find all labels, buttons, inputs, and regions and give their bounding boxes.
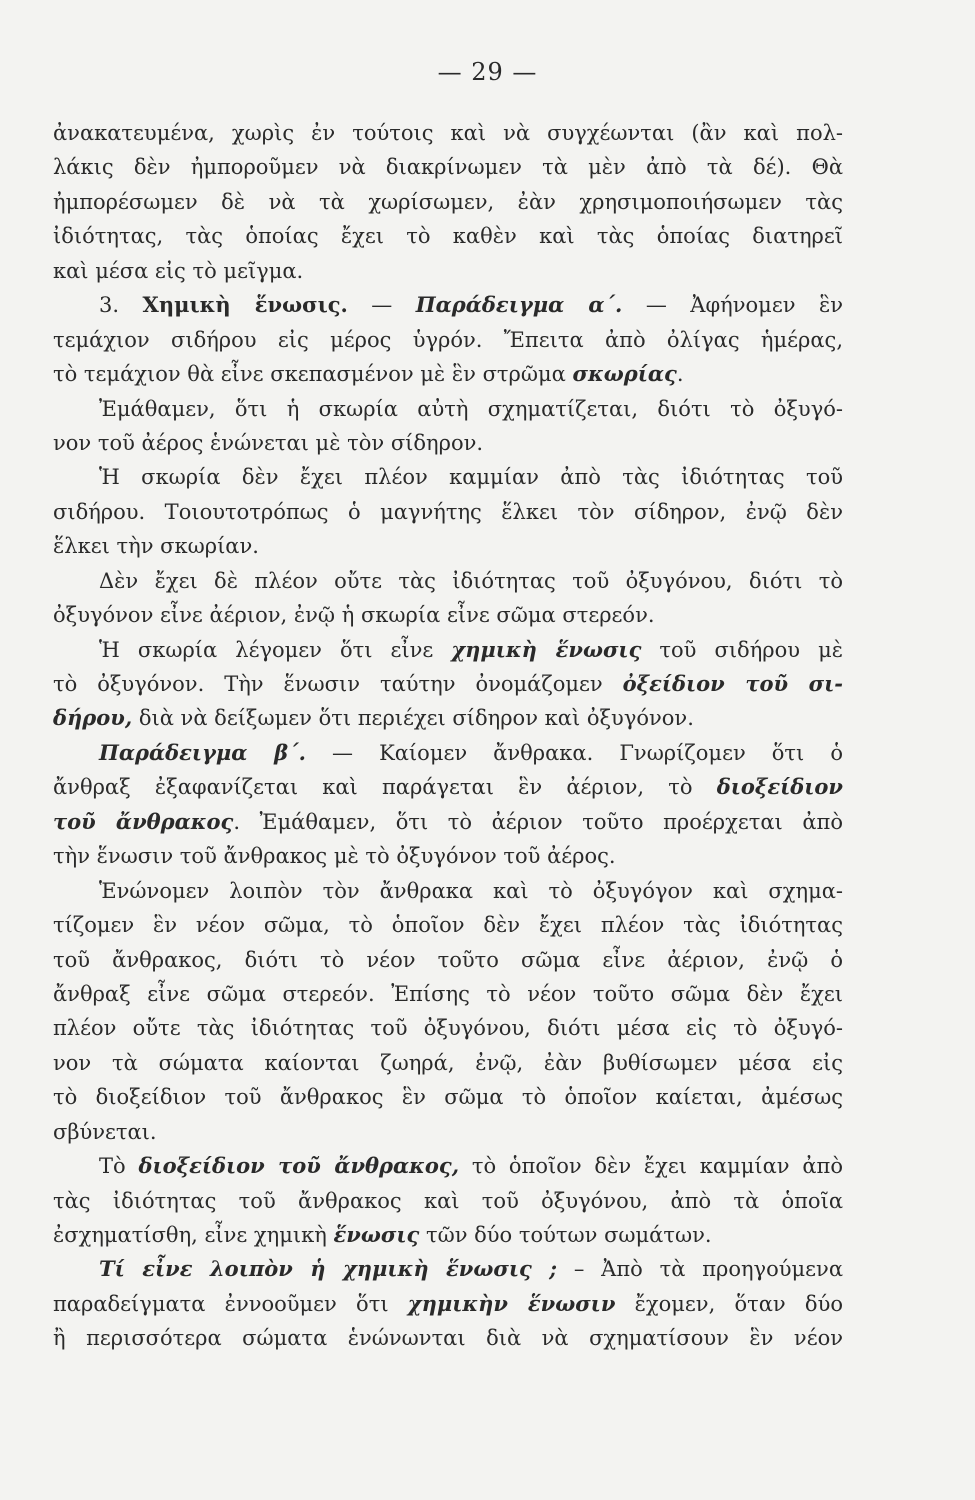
emphasis-text: Τί εἶνε λοιπὸν ἡ χημικὴ ἕνωσις ; [99, 1256, 558, 1282]
text-run: τοῦ σιδήρου μὲ [641, 637, 843, 662]
text-line [53, 1287, 843, 1321]
text-run: τὸ ὀξυγόνον. Τὴν ἕνωσιν ταύτην ὀνομάζομεν [53, 672, 623, 696]
text-line [53, 116, 843, 150]
text-line [53, 288, 843, 322]
text-line [53, 667, 843, 701]
text-run: νον τοῦ ἀέρος ἑνώνεται μὲ τὸν σίδηρον. [53, 430, 484, 455]
emphasis-text: Παράδειγμα α΄. [415, 292, 623, 318]
emphasis-text: διοξείδιον [716, 774, 843, 800]
text-run: Ἑνώνομεν λοιπὸν τὸν ἄνθρακα καὶ τὸ ὀξυγόγον καὶ σχημα- [99, 878, 843, 903]
emphasis-text: σκωρίας [572, 361, 677, 387]
text-run: τοῦ ἄνθρακος, διότι τὸ νέον τοῦτο σῶμα εἶνε ἀέριον, ἐνῷ ὁ [53, 947, 843, 972]
text-line [53, 1252, 843, 1286]
emphasis-text: ὀξείδιον τοῦ σι- [622, 671, 844, 696]
text-run: — [347, 293, 416, 318]
text-run: τεμάχιον σιδήρου εἰς μέρος ὑγρόν. Ἔπειτα ἀπὸ ὀλίγας ἡμέρας, [53, 327, 843, 352]
text-run: νον τὰ σώματα καίονται ζωηρά, ἐνῷ, ἐὰν βυθίσωμεν μέσα εἰς [53, 1050, 843, 1075]
text-run: Ἡ σκωρία λέγομεν ὅτι εἶνε [99, 637, 452, 662]
text-line [53, 529, 843, 563]
text-run: ἕλκει τὴν σκωρίαν. [53, 534, 259, 559]
text-run: — Καίομεν ἄνθρακα. Γνωρίζομεν ὅτι ὁ [305, 740, 843, 765]
text-run: ἄνθραξ εἶνε σῶμα στερεόν. Ἐπίσης τὸ νέον τοῦτο σῶμα δὲν ἔχει [53, 981, 843, 1006]
text-run: λάκις δὲν ἠμποροῦμεν νὰ διακρίνωμεν τὰ μὲν ἀπὸ τὰ δέ). Θὰ [53, 155, 843, 180]
text-line [53, 633, 843, 667]
text-run: τίζομεν ἓν νέον σῶμα, τὸ ὁποῖον δὲν ἔχει πλέον τὰς ἰδιότητας [53, 913, 843, 938]
text-line [53, 254, 843, 288]
text-line [53, 598, 843, 632]
text-line [53, 1080, 843, 1114]
text-run: τὴν ἕνωσιν τοῦ ἄνθρακος μὲ τὸ ὀξυγόνον τοῦ ἀέρος. [53, 844, 616, 869]
emphasis-text: χημικὴν ἕνωσιν [407, 1290, 616, 1316]
text-run: Ἐμάθαμεν, ὅτι ἡ σκωρία αὐτὴ σχηματίζεται, διότι τὸ ὀξυγό- [99, 396, 843, 421]
text-line [53, 1218, 843, 1252]
text-line [53, 770, 843, 804]
text-run: ἠμπορέσωμεν δὲ νὰ τὰ χωρίσωμεν, ἐὰν χρησιμοποιήσωμεν τὰς [53, 189, 843, 214]
text-line [53, 874, 843, 908]
text-line [53, 736, 843, 770]
text-line [53, 1115, 843, 1149]
text-line [53, 701, 843, 735]
text-run: ἢ περισσότερα σώματα ἑνώνωνται διὰ νὰ σχηματίσουν ἓν νέον [53, 1326, 843, 1351]
text-line [53, 943, 843, 977]
text-line [53, 1149, 843, 1183]
text-run: . [676, 362, 684, 387]
text-run: — Ἀφήνομεν ἓν [622, 293, 843, 318]
text-run: σιδήρου. Τοιουτοτρόπως ὁ μαγνήτης ἕλκει τὸν σίδηρον, ἐνῷ δὲν [53, 499, 843, 524]
page-number: — 29 — [437, 58, 538, 86]
text-run: Τὸ [99, 1154, 139, 1179]
text-run: ἄνθραξ ἐξαφανίζεται καὶ παράγεται ἓν ἀέριον, τὸ [53, 775, 717, 800]
text-line [53, 460, 843, 494]
text-run: τὸ τεμάχιον θὰ εἶνε σκεπασμένον μὲ ἓν στρῶμα [53, 362, 573, 387]
text-run: . Ἐμάθαμεν, ὅτι τὸ ἀέριον τοῦτο προέρχεται ἀπὸ [233, 809, 843, 834]
text-line [53, 1046, 843, 1080]
text-run: παραδείγματα ἐννοοῦμεν ὅτι [53, 1291, 408, 1316]
text-run: ἐσχηματίσθη, εἶνε χημικὴ [53, 1223, 334, 1247]
text-run: ἔχομεν, ὅταν δύο [615, 1291, 843, 1316]
text-line [53, 185, 843, 219]
text-run: Ἡ σκωρία δὲν ἔχει πλέον καμμίαν ἀπὸ τὰς ἰδιότητας τοῦ [99, 465, 843, 490]
text-line [53, 1011, 843, 1045]
emphasis-text: ἕνωσις [333, 1222, 420, 1247]
text-line [53, 357, 843, 391]
text-line [53, 977, 843, 1011]
text-run: τῶν δύο τούτων σωμάτων. [419, 1223, 712, 1247]
text-run: – Ἀπὸ τὰ προηγούμενα [557, 1257, 843, 1282]
emphasis-text: Παράδειγμα β΄. [99, 739, 306, 765]
text-line [53, 323, 843, 357]
text-line [53, 564, 843, 598]
body-text [53, 116, 843, 1356]
text-line [53, 805, 843, 839]
text-run: τὸ διοξείδιον τοῦ ἄνθρακος ἓν σῶμα τὸ ὁποῖον καίεται, ἀμέσως [53, 1085, 843, 1110]
text-line [53, 1184, 843, 1218]
emphasis-text: διοξείδιον τοῦ ἄνθρακος, [138, 1153, 460, 1179]
emphasis-text: τοῦ ἄνθρακος [53, 808, 234, 834]
emphasis-text: δήρου, [53, 705, 133, 731]
text-line [53, 392, 843, 426]
text-run: τὸ ὁποῖον δὲν ἔχει καμμίαν ἀπὸ [459, 1154, 843, 1179]
text-line [53, 426, 843, 460]
text-run: Δὲν ἔχει δὲ πλέον οὔτε τὰς ἰδιότητας τοῦ ὀξυγόνου, διότι τὸ [99, 568, 843, 593]
text-run: ἀνακατευμένα, χωρὶς ἐν τούτοις καὶ νὰ συγχέωνται (ἂν καὶ πολ- [53, 121, 843, 145]
text-line [53, 219, 843, 253]
text-run: πλέον οὔτε τὰς ἰδιότητας τοῦ ὀξυγόνου, διότι μέσα εἰς τὸ ὀξυγό- [53, 1016, 843, 1041]
text-run: διὰ νὰ δείξωμεν ὅτι περιέχει σίδηρον καὶ ὀξυγόνον. [132, 706, 694, 731]
emphasis-text: Χημικὴ ἕνωσις. [142, 292, 348, 318]
text-line [53, 495, 843, 529]
text-run: τὰς ἰδιότητας τοῦ ἄνθρακος καὶ τοῦ ὀξυγόνου, ἀπὸ τὰ ὁποῖα [53, 1188, 843, 1213]
emphasis-text: χημικὴ ἕνωσις [451, 636, 642, 662]
text-run: ὀξυγόνον εἶνε ἀέριον, ἐνῷ ἡ σκωρία εἶνε σῶμα στερεόν. [53, 603, 655, 628]
text-line [53, 1321, 843, 1355]
text-run: ἰδιότητας, τὰς ὁποίας ἔχει τὸ καθὲν καὶ τὰς ὁποίας διατηρεῖ [53, 224, 843, 249]
text-run: σβύνεται. [53, 1119, 157, 1144]
text-line [53, 150, 843, 184]
text-line [53, 839, 843, 873]
text-run: καὶ μέσα εἰς τὸ μεῖγμα. [53, 258, 304, 283]
text-run: 3. [99, 293, 143, 318]
text-line [53, 908, 843, 942]
